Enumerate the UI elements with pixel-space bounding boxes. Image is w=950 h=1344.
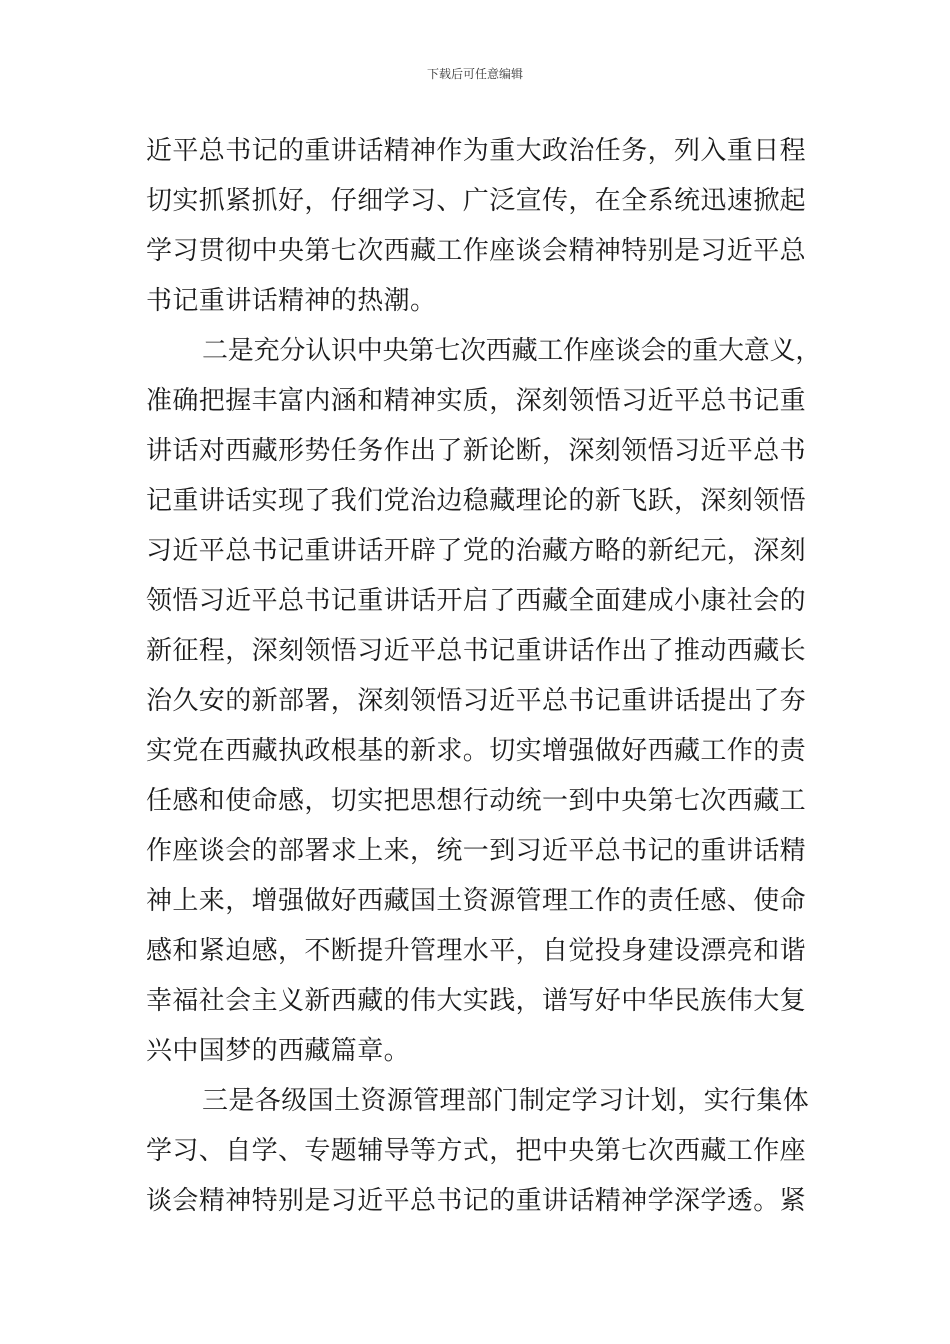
text-line: 任感和使命感，切实把思想行动统一到中央第七次西藏工	[146, 786, 807, 816]
text-line: 谈会精神特别是习近平总书记的重讲话精神学深学透。紧	[146, 1186, 807, 1216]
text-line: 准确把握丰富内涵和精神实质，深刻领悟习近平总书记重	[146, 386, 807, 416]
text-line: 记重讲话实现了我们党治边稳藏理论的新飞跃，深刻领悟	[146, 486, 807, 516]
paragraph-start-line: 二是充分认识中央第七次西藏工作座谈会的重大意义，	[202, 336, 822, 366]
text-line: 讲话对西藏形势任务作出了新论断，深刻领悟习近平总书	[146, 436, 807, 466]
text-line: 幸福社会主义新西藏的伟大实践，谱写好中华民族伟大复	[146, 986, 807, 1016]
text-line: 神上来，增强做好西藏国土资源管理工作的责任感、使命	[146, 886, 807, 916]
text-line: 领悟习近平总书记重讲话开启了西藏全面建成小康社会的	[146, 586, 807, 616]
text-line: 兴中国梦的西藏篇章。	[146, 1036, 411, 1066]
text-line: 作座谈会的部署求上来，统一到习近平总书记的重讲话精	[146, 836, 807, 866]
text-line: 感和紧迫感，不断提升管理水平，自觉投身建设漂亮和谐	[146, 936, 807, 966]
text-line: 治久安的新部署，深刻领悟习近平总书记重讲话提出了夯	[146, 686, 807, 716]
page-header: 下载后可任意编辑	[426, 67, 523, 81]
text-line: 学习贯彻中央第七次西藏工作座谈会精神特别是习近平总	[146, 236, 807, 266]
text-line: 书记重讲话精神的热潮。	[146, 286, 437, 316]
text-line: 习近平总书记重讲话开辟了党的治藏方略的新纪元，深刻	[146, 536, 807, 566]
text-line: 切实抓紧抓好，仔细学习、广泛宣传，在全系统迅速掀起	[146, 186, 807, 216]
text-line: 实党在西藏执政根基的新求。切实增强做好西藏工作的责	[146, 736, 807, 766]
text-line: 学习、自学、专题辅导等方式，把中央第七次西藏工作座	[146, 1136, 807, 1166]
text-line: 新征程，深刻领悟习近平总书记重讲话作出了推动西藏长	[146, 636, 807, 666]
paragraph-start-line: 三是各级国土资源管理部门制定学习计划，实行集体	[202, 1086, 810, 1116]
document-body	[146, 126, 826, 1226]
text-line: 近平总书记的重讲话精神作为重大政治任务，列入重日程	[146, 136, 807, 166]
